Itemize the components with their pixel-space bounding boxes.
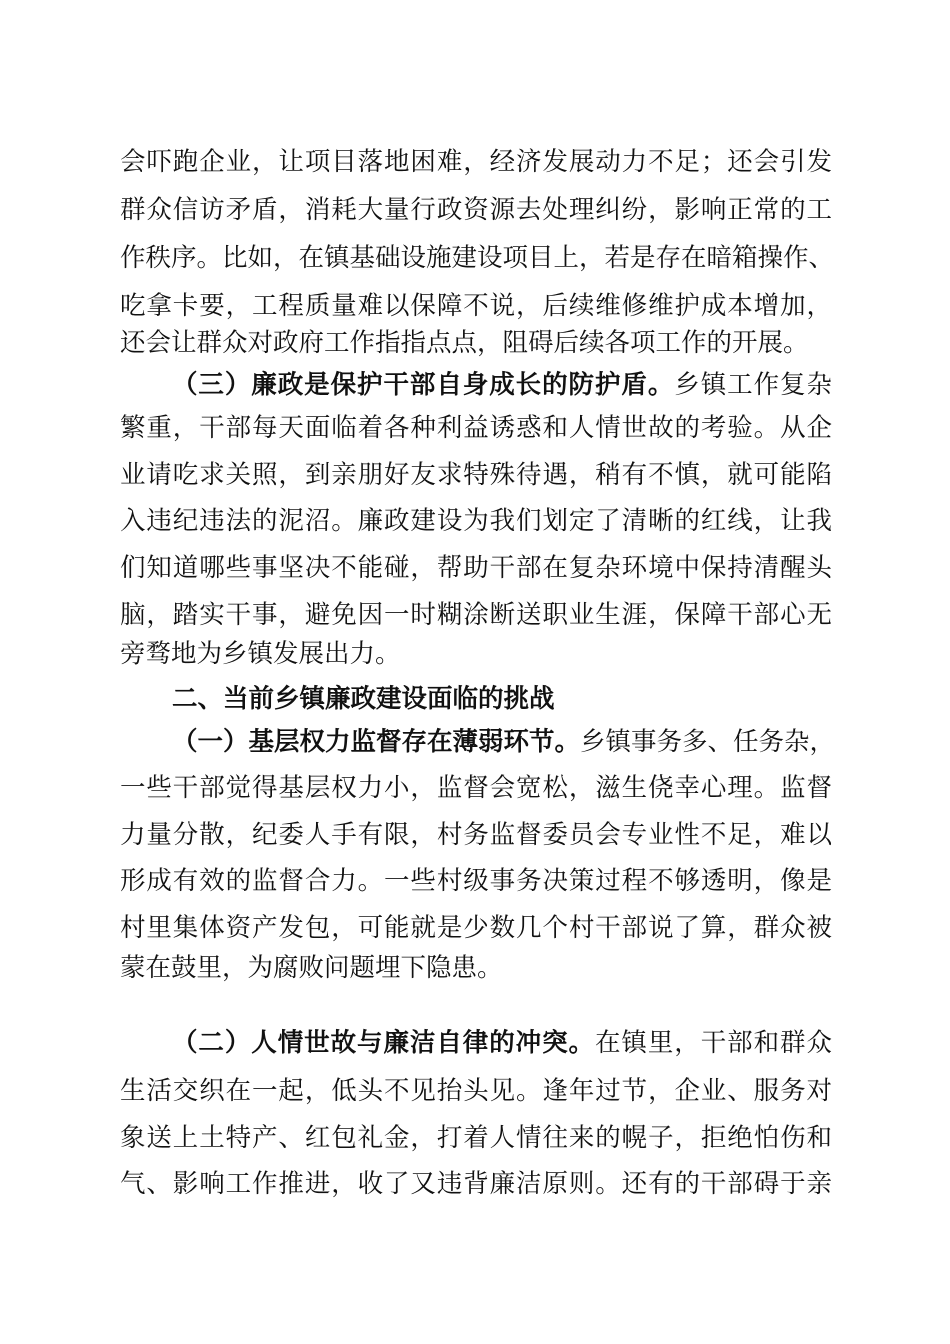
text-line: 脑，踏实干事，避免因一时糊涂断送职业生涯，保障干部心无 <box>120 600 832 630</box>
text-line: 作秩序。比如，在镇基础设施建设项目上，若是存在暗箱操作、 <box>120 243 835 273</box>
text-line: 们知道哪些事坚决不能碰，帮助干部在复杂环境中保持清醒头 <box>120 553 832 583</box>
text-line: 象送上土特产、红包礼金，打着人情往来的幌子，拒绝怕伤和 <box>120 1123 832 1153</box>
text-line: 入违纪违法的泥沼。廉政建设为我们划定了清晰的红线，让我 <box>120 506 832 536</box>
paragraph-first-line <box>172 725 836 759</box>
text-line: 生活交织在一起，低头不见抬头见。逢年过节，企业、服务对 <box>120 1076 832 1106</box>
text-line: 气、影响工作推进，收了又违背廉洁原则。还有的干部碍于亲 <box>120 1169 832 1199</box>
text-run: 乡镇工作复杂 <box>674 370 832 400</box>
text-line: 形成有效的监督合力。一些村级事务决策过程不够透明，像是 <box>120 866 832 896</box>
paragraph-first-line <box>172 368 832 402</box>
subsection-title: （一）基层权力监督存在薄弱环节。 <box>172 727 581 757</box>
text-line: 村里集体资产发包，可能就是少数几个村干部说了算，群众被 <box>120 913 832 943</box>
text-line: 还会让群众对政府工作指指点点，阻碍后续各项工作的开展。 <box>120 328 809 358</box>
subsection-title: （二）人情世故与廉洁自律的冲突。 <box>172 1028 595 1058</box>
text-line: 会吓跑企业，让项目落地困难，经济发展动力不足；还会引发 <box>120 147 832 177</box>
text-line: 群众信访矛盾，消耗大量行政资源去处理纠纷，影响正常的工 <box>120 195 832 225</box>
text-line: 力量分散，纪委人手有限，村务监督委员会专业性不足，难以 <box>120 820 832 850</box>
section-heading: 二、当前乡镇廉政建设面临的挑战 <box>172 684 555 714</box>
text-line: 蒙在鼓里，为腐败问题埋下隐患。 <box>120 953 503 983</box>
text-line: 业请吃求关照，到亲朋好友求特殊待遇，稍有不慎，就可能陷 <box>120 460 832 490</box>
text-line: 繁重，干部每天面临着各种利益诱惑和人情世故的考验。从企 <box>120 413 832 443</box>
text-line: 旁骛地为乡镇发展出力。 <box>120 639 401 669</box>
text-run: 在镇里，干部和群众 <box>594 1028 832 1058</box>
paragraph-first-line <box>172 1026 832 1060</box>
text-line: 一些干部觉得基层权力小，监督会宽松，滋生侥幸心理。监督 <box>120 773 832 803</box>
text-run: 乡镇事务多、任务杂， <box>580 727 836 757</box>
text-line: 吃拿卡要，工程质量难以保障不说，后续维修维护成本增加， <box>120 291 832 321</box>
subsection-title: （三）廉政是保护干部自身成长的防护盾。 <box>172 370 675 400</box>
